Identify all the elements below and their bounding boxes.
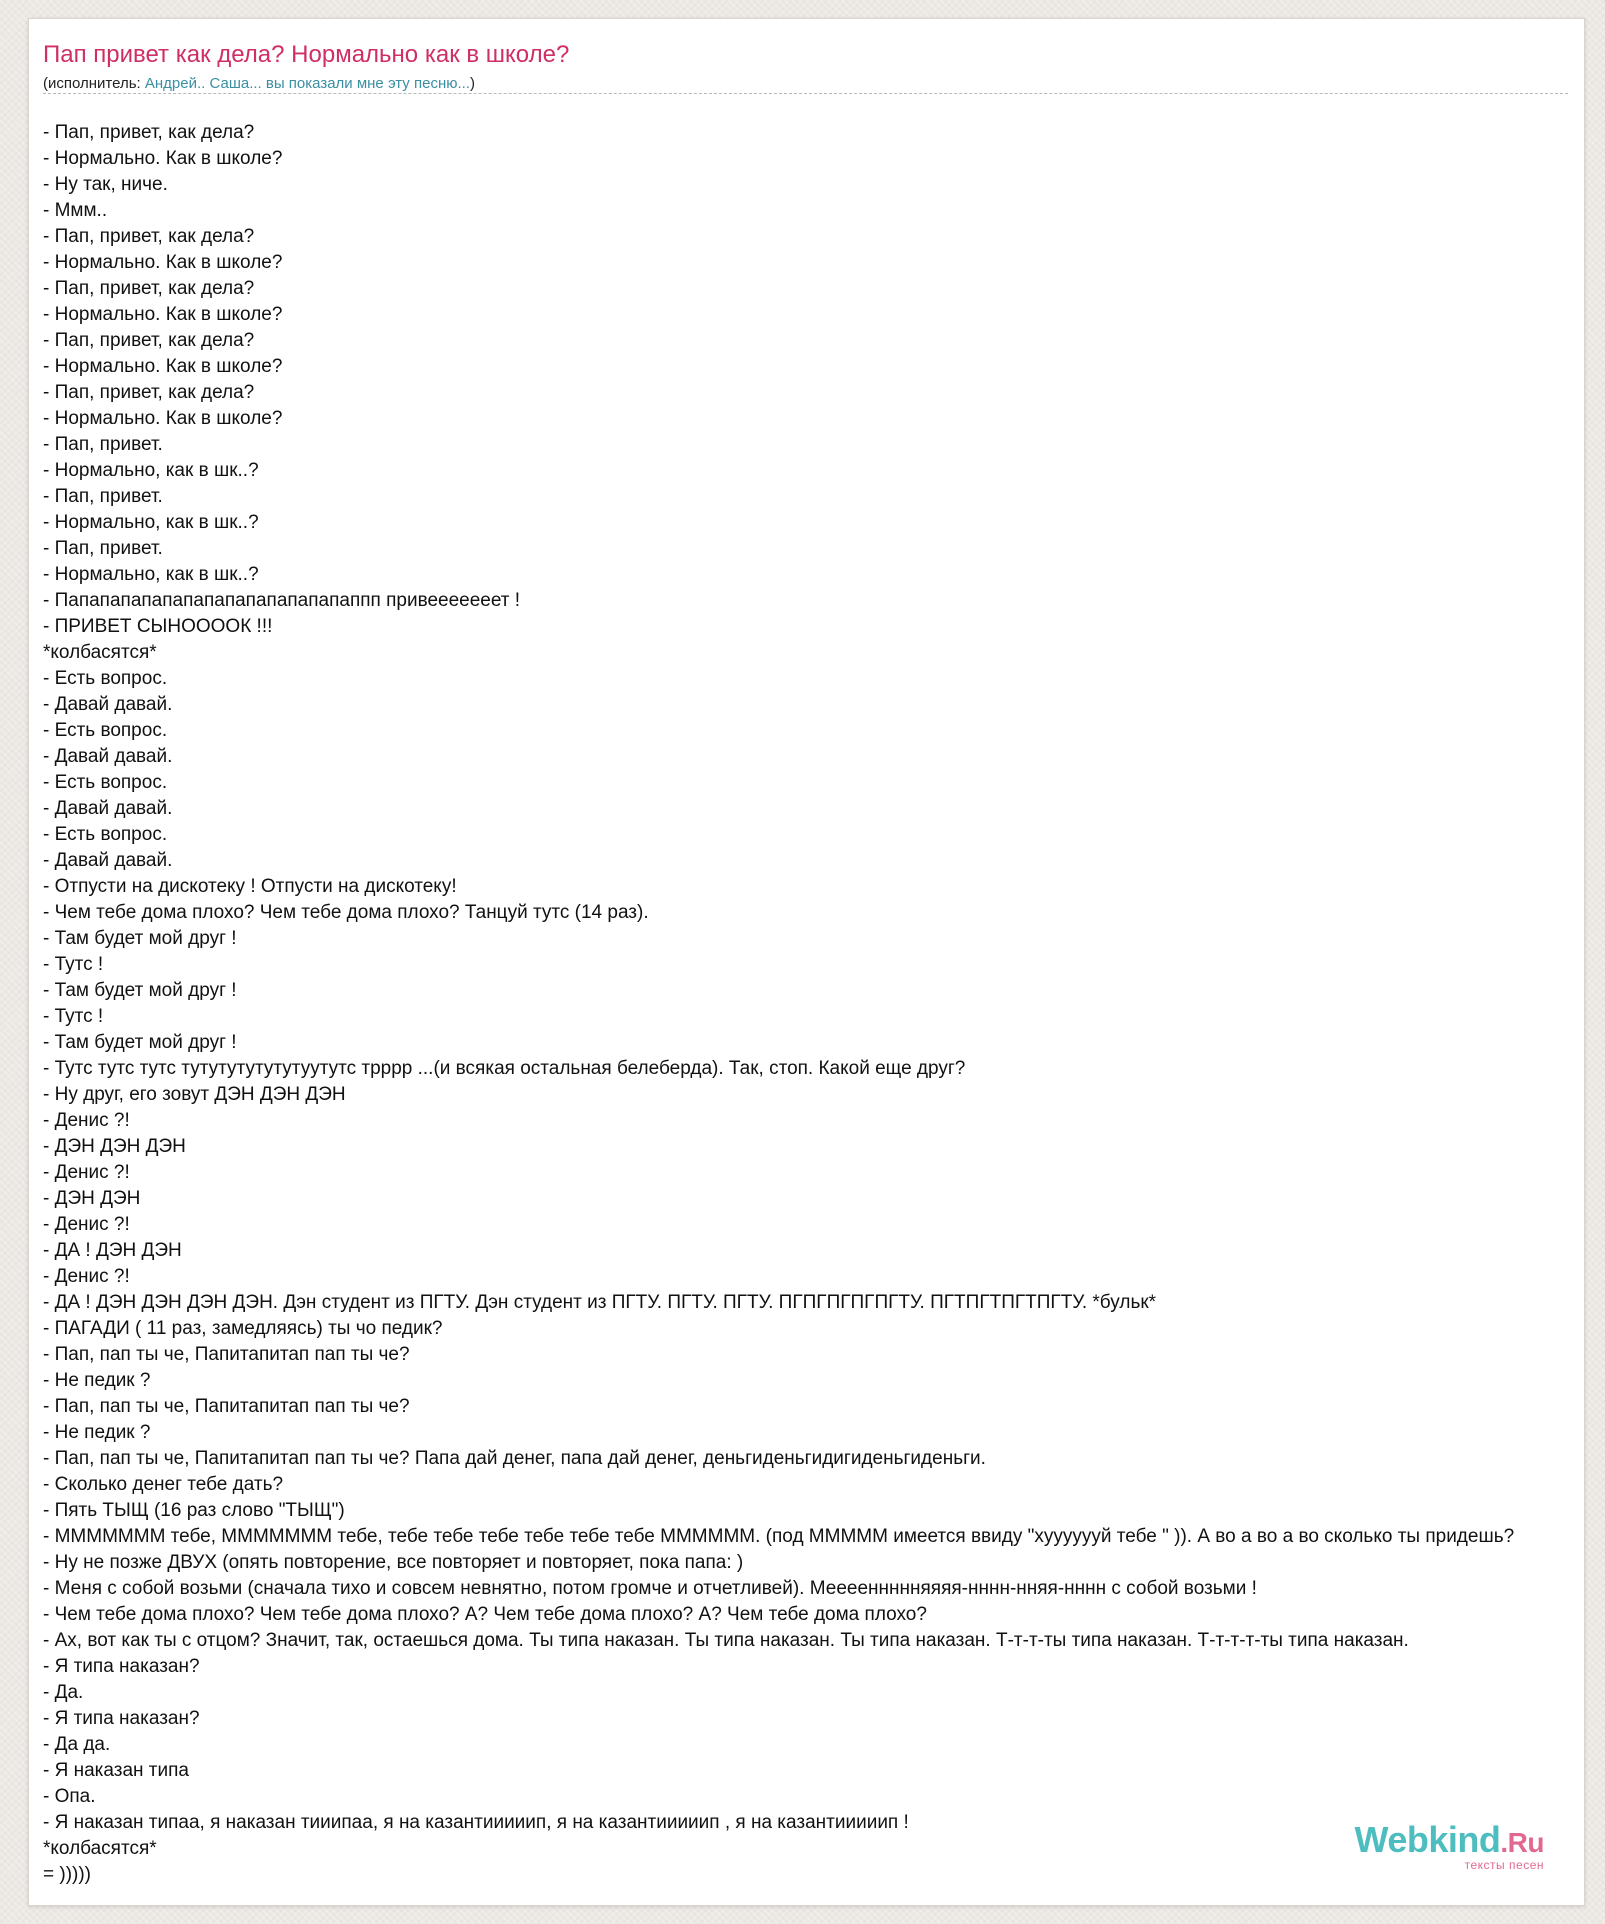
lyric-line: - Нормально. Как в школе? xyxy=(43,356,283,377)
lyric-line: - Нормально. Как в школе? xyxy=(43,252,283,273)
lyric-line: - Нормально. Как в школе? xyxy=(43,304,283,325)
lyric-line: - Нормально. Как в школе? xyxy=(43,148,283,169)
lyric-line: - Денис ?! xyxy=(43,1214,130,1235)
lyric-line: - Давай давай. xyxy=(43,798,173,819)
lyric-line: - Нормально, как в шк..? xyxy=(43,460,259,481)
song-title: Пап привет как дела? Нормально как в школе? xyxy=(43,41,570,68)
logo-tagline: тексты песен xyxy=(1464,1858,1544,1872)
lyric-line: - Я типа наказан? xyxy=(43,1656,200,1677)
lyric-line: - Там будет мой друг ! xyxy=(43,1032,237,1053)
lyric-line: - Папапапапапапапапапапапапапаппп привееееееет ! xyxy=(43,590,521,611)
lyric-line: - Ну так, ниче. xyxy=(43,174,168,195)
logo-tld: .Ru xyxy=(1500,1827,1544,1858)
lyric-line: - Чем тебе дома плохо? Чем тебе дома плохо? А? Чем тебе дома плохо? А? Чем тебе дома плохо? xyxy=(43,1604,927,1625)
title-divider xyxy=(43,93,1568,94)
lyric-line: - Давай давай. xyxy=(43,746,173,767)
lyric-line: - ПАГАДИ ( 11 раз, замедляясь) ты чо педик? xyxy=(43,1318,443,1339)
lyrics-card xyxy=(28,18,1585,1906)
lyric-line: - Нормально. Как в школе? xyxy=(43,408,283,429)
lyric-line: - Ну друг, его зовут ДЭН ДЭН ДЭН xyxy=(43,1084,346,1105)
lyric-line: - Пап, привет. xyxy=(43,434,163,455)
lyric-line: - Денис ?! xyxy=(43,1162,130,1183)
lyric-line: - Ах, вот как ты с отцом? Значит, так, остаешься дома. Ты типа наказан. Ты типа наказан. Ты типа наказан. Т-т-т-ты типа наказан. Т-т-т-т-ты типа наказан. xyxy=(43,1630,1409,1651)
lyric-line: - Там будет мой друг ! xyxy=(43,928,237,949)
lyric-line: - Пап, привет, как дела? xyxy=(43,382,255,403)
lyric-line: - Пап, привет. xyxy=(43,486,163,507)
lyric-line: - Пап, привет, как дела? xyxy=(43,330,255,351)
lyric-line: - Тутс ! xyxy=(43,954,104,975)
lyric-line: - Пап, привет. xyxy=(43,538,163,559)
lyric-line: - Давай давай. xyxy=(43,694,173,715)
lyric-line: = ))))) xyxy=(43,1864,92,1885)
lyric-line: - Пап, пап ты че, Папитапитап пап ты че? xyxy=(43,1344,410,1365)
lyric-line: - Пап, пап ты че, Папитапитап пап ты че? Папа дай денег, папа дай денег, деньгиденьгидигиденьгиденьги. xyxy=(43,1448,986,1469)
lyric-line: - Тутс тутс тутс тутутутутутутуутутс трррр ...(и всякая остальная белеберда). Так, стоп. Какой еще друг? xyxy=(43,1058,966,1079)
lyric-line: - Сколько денег тебе дать? xyxy=(43,1474,284,1495)
lyric-line: - Есть вопрос. xyxy=(43,720,168,741)
lyric-line: - Там будет мой друг ! xyxy=(43,980,237,1001)
lyric-line: - МММММММ тебе, МММММММ тебе, тебе тебе тебе тебе тебе тебе ММММММ. (под МММММ имеется ввиду "хууууууй тебе " )). А во а во а во сколько ты придешь? xyxy=(43,1526,1515,1547)
lyric-line: - Опа. xyxy=(43,1786,96,1807)
lyric-line: - ДЭН ДЭН xyxy=(43,1188,141,1209)
lyric-line: - Есть вопрос. xyxy=(43,668,168,689)
artist-link[interactable]: Андрей.. Саша... вы показали мне эту песню... xyxy=(144,75,470,92)
lyric-line: - Тутс ! xyxy=(43,1006,104,1027)
lyric-line: - Меня с собой возьми (сначала тихо и совсем невнятно, потом громче и отчетливей). Мееееннннняяяя-нннн-нняя-нннн с собой возьми ! xyxy=(43,1578,1257,1599)
lyric-line: - ПРИВЕТ СЫНОООOК !!! xyxy=(43,616,273,637)
lyric-line: - ДА ! ДЭН ДЭН ДЭН ДЭН. Дэн студент из ПГТУ. Дэн студент из ПГТУ. ПГТУ. ПГТУ. ПГПГПГПГПГТУ. ПГТПГТПГТПГТУ. *бульк* xyxy=(43,1292,1157,1313)
lyric-line: - ДЭН ДЭН ДЭН xyxy=(43,1136,186,1157)
lyric-line: - Пап, привет, как дела? xyxy=(43,122,255,143)
lyric-line: - Чем тебе дома плохо? Чем тебе дома плохо? Танцуй тутс (14 раз). xyxy=(43,902,649,923)
lyric-line: - Да. xyxy=(43,1682,84,1703)
lyric-line: - Ммм.. xyxy=(43,200,108,221)
lyric-line: - Нормально, как в шк..? xyxy=(43,564,259,585)
site-logo[interactable] xyxy=(1354,1819,1544,1872)
lyrics-text xyxy=(43,120,1583,1900)
logo-wordmark xyxy=(1354,1819,1544,1861)
lyric-line: *колбасятся* xyxy=(43,642,157,663)
logo-name: Webkind xyxy=(1354,1819,1501,1860)
artist-prefix: (исполнитель: xyxy=(43,75,145,92)
lyric-line: - Не педик ? xyxy=(43,1422,151,1443)
lyric-line: - Я типа наказан? xyxy=(43,1708,200,1729)
lyric-line: - Ну не позже ДВУХ (опять повторение, все повторяет и повторяет, пока папа: ) xyxy=(43,1552,744,1573)
lyric-line: - Давай давай. xyxy=(43,850,173,871)
lyric-line: - Пап, привет, как дела? xyxy=(43,226,255,247)
lyric-line: - Отпусти на дискотеку ! Отпусти на дискотеку! xyxy=(43,876,457,897)
artist-line xyxy=(43,75,475,92)
artist-suffix: ) xyxy=(469,75,475,92)
lyric-line: - Денис ?! xyxy=(43,1110,130,1131)
lyric-line: - Денис ?! xyxy=(43,1266,130,1287)
lyric-line: - Да да. xyxy=(43,1734,111,1755)
lyric-line: - Пап, привет, как дела? xyxy=(43,278,255,299)
lyric-line: - Не педик ? xyxy=(43,1370,151,1391)
lyric-line: *колбасятся* xyxy=(43,1838,157,1859)
lyric-line: - Я наказан типаа, я наказан тииипаа, я на казантииииип, я на казантииииип , я на казантииииип ! xyxy=(43,1812,909,1833)
lyric-line: - Нормально, как в шк..? xyxy=(43,512,259,533)
lyric-line: - Пап, пап ты че, Папитапитап пап ты че? xyxy=(43,1396,410,1417)
lyric-line: - Есть вопрос. xyxy=(43,772,168,793)
lyric-line: - Есть вопрос. xyxy=(43,824,168,845)
lyric-line: - Пять ТЫЩ (16 раз слово "ТЫЩ") xyxy=(43,1500,345,1521)
lyric-line: - Я наказан типа xyxy=(43,1760,189,1781)
lyric-line: - ДА ! ДЭН ДЭН xyxy=(43,1240,182,1261)
